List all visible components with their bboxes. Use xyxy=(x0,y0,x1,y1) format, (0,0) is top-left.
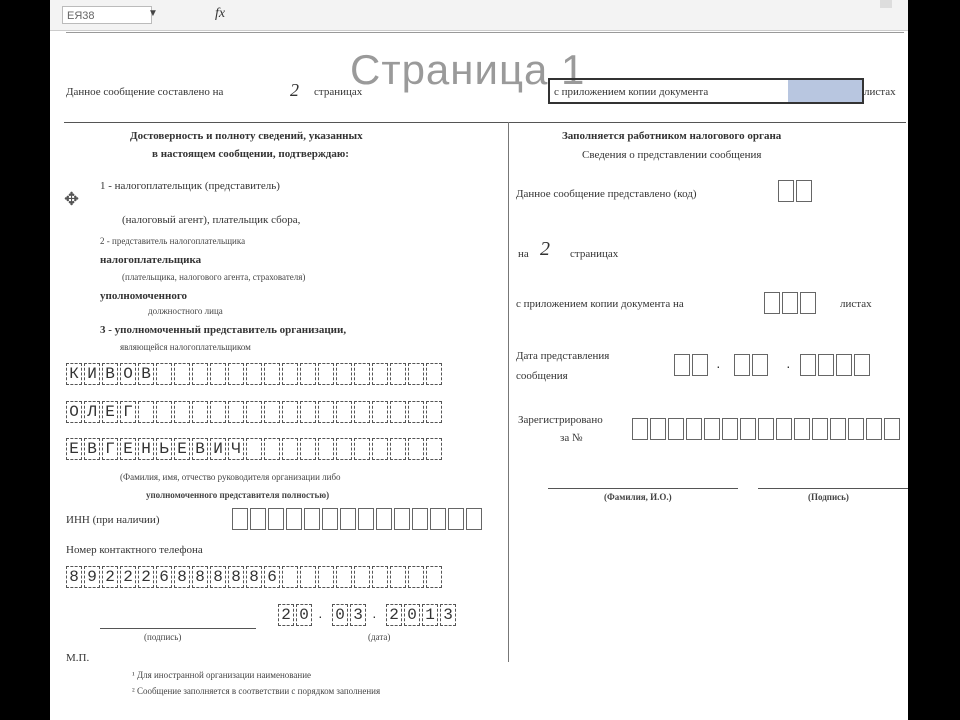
formula-bar xyxy=(50,0,908,31)
char-cell[interactable] xyxy=(800,292,816,314)
char-cell[interactable] xyxy=(632,418,648,440)
date-separator: · xyxy=(786,358,791,374)
submission-day-field[interactable] xyxy=(674,354,710,376)
char-cell[interactable] xyxy=(318,401,334,423)
char-cell[interactable] xyxy=(722,418,738,440)
char-cell[interactable] xyxy=(704,418,720,440)
char-cell[interactable] xyxy=(800,354,816,376)
char-cell[interactable]: 8 xyxy=(210,566,226,588)
option-3: 3 - уполномоченный представитель организации, xyxy=(100,324,347,336)
char-cell[interactable] xyxy=(210,363,226,385)
char-cell[interactable] xyxy=(448,508,464,530)
char-cell[interactable] xyxy=(376,508,392,530)
char-cell[interactable] xyxy=(390,438,406,460)
phone-field[interactable] xyxy=(66,566,444,588)
char-cell[interactable] xyxy=(674,354,690,376)
signature-caption: (подпись) xyxy=(144,632,182,642)
char-cell[interactable]: 2 xyxy=(120,566,136,588)
char-cell[interactable]: К xyxy=(66,363,82,385)
phone-label: Номер контактного телефона xyxy=(66,544,203,556)
char-cell[interactable] xyxy=(752,354,768,376)
char-cell[interactable]: О xyxy=(66,401,82,423)
right-fio-caption: (Фамилия, И.О.) xyxy=(604,492,672,502)
page-watermark: Страница 1 xyxy=(350,46,586,93)
char-cell[interactable] xyxy=(426,401,442,423)
right-title-1: Заполняется работником налогового органа xyxy=(562,130,782,142)
header-pages-suffix: страницах xyxy=(314,86,363,98)
char-cell[interactable]: 8 xyxy=(192,566,208,588)
char-cell[interactable]: Е xyxy=(120,438,136,460)
column-divider xyxy=(508,122,509,662)
char-cell[interactable]: 1 xyxy=(422,604,438,626)
char-cell[interactable] xyxy=(156,363,172,385)
char-cell[interactable] xyxy=(776,418,792,440)
char-cell[interactable]: 3 xyxy=(350,604,366,626)
form-sheet xyxy=(50,0,908,720)
char-cell[interactable] xyxy=(358,508,374,530)
patronymic-field[interactable] xyxy=(66,438,444,460)
char-cell[interactable] xyxy=(758,418,774,440)
char-cell[interactable] xyxy=(650,418,666,440)
char-cell[interactable] xyxy=(340,508,356,530)
mp-label: М.П. xyxy=(66,652,90,664)
char-cell[interactable]: В xyxy=(102,363,118,385)
char-cell[interactable] xyxy=(156,401,172,423)
move-cursor-icon: ✥ xyxy=(64,189,80,209)
char-cell[interactable] xyxy=(818,354,834,376)
char-cell[interactable]: Ь xyxy=(156,438,172,460)
char-cell[interactable]: В xyxy=(138,363,154,385)
char-cell[interactable] xyxy=(192,401,208,423)
header-attachments-prefix: с приложением копии документа xyxy=(554,86,709,98)
registration-number-field[interactable] xyxy=(632,418,902,440)
char-cell[interactable] xyxy=(264,401,280,423)
char-cell[interactable]: 2 xyxy=(102,566,118,588)
right-date-label-2: сообщения xyxy=(516,370,568,382)
char-cell[interactable] xyxy=(866,418,882,440)
char-cell[interactable]: 2 xyxy=(278,604,294,626)
char-cell[interactable] xyxy=(300,566,316,588)
char-cell[interactable] xyxy=(426,566,442,588)
char-cell[interactable] xyxy=(228,363,244,385)
right-reg-label-2: за № xyxy=(560,432,583,444)
char-cell[interactable] xyxy=(174,363,190,385)
char-cell[interactable] xyxy=(372,401,388,423)
footnote-2: ² Сообщение заполняется в соответствии с порядком заполнения xyxy=(132,686,381,696)
char-cell[interactable] xyxy=(764,292,780,314)
char-cell[interactable] xyxy=(268,508,284,530)
right-att-suffix: листах xyxy=(840,298,872,310)
fio-caption-2: уполномоченного представителя полностью) xyxy=(146,490,330,500)
char-cell[interactable] xyxy=(836,354,852,376)
char-cell[interactable] xyxy=(408,438,424,460)
char-cell[interactable]: Ч xyxy=(228,438,244,460)
scroll-handle[interactable] xyxy=(880,0,892,8)
char-cell[interactable] xyxy=(336,438,352,460)
char-cell[interactable] xyxy=(300,438,316,460)
char-cell[interactable]: Л xyxy=(84,401,100,423)
fio-caption-1: (Фамилия, имя, отчество руководителя организации либо xyxy=(120,472,341,482)
char-cell[interactable] xyxy=(318,566,334,588)
char-cell[interactable]: 6 xyxy=(264,566,280,588)
char-cell[interactable]: 6 xyxy=(156,566,172,588)
char-cell[interactable] xyxy=(354,438,370,460)
char-cell[interactable] xyxy=(354,566,370,588)
char-cell[interactable] xyxy=(282,438,298,460)
fio-line xyxy=(548,488,738,489)
char-cell[interactable]: О xyxy=(120,363,136,385)
char-cell[interactable]: В xyxy=(84,438,100,460)
char-cell[interactable]: 8 xyxy=(246,566,262,588)
char-cell[interactable] xyxy=(232,508,248,530)
char-cell[interactable] xyxy=(318,363,334,385)
char-cell[interactable]: 9 xyxy=(84,566,100,588)
char-cell[interactable] xyxy=(336,566,352,588)
char-cell[interactable]: Е xyxy=(174,438,190,460)
name-field[interactable] xyxy=(66,401,444,423)
char-cell[interactable]: 0 xyxy=(332,604,348,626)
char-cell[interactable] xyxy=(854,354,870,376)
attachment-sheets-field[interactable] xyxy=(764,292,818,314)
submission-year-field[interactable] xyxy=(800,354,872,376)
header-pages-prefix: Данное сообщение составлено на xyxy=(66,86,224,98)
char-cell[interactable] xyxy=(740,418,756,440)
char-cell[interactable] xyxy=(848,418,864,440)
char-cell[interactable] xyxy=(372,363,388,385)
date-year-field[interactable] xyxy=(386,604,458,626)
char-cell[interactable] xyxy=(336,401,352,423)
char-cell[interactable] xyxy=(390,566,406,588)
char-cell[interactable]: Е xyxy=(102,401,118,423)
char-cell[interactable]: 2 xyxy=(386,604,402,626)
char-cell[interactable] xyxy=(812,418,828,440)
char-cell[interactable] xyxy=(286,508,302,530)
signature-line xyxy=(100,628,256,629)
char-cell[interactable] xyxy=(412,508,428,530)
char-cell[interactable] xyxy=(282,401,298,423)
char-cell[interactable] xyxy=(318,438,334,460)
code-label: Данное сообщение представлено (код) xyxy=(516,188,697,200)
char-cell[interactable]: 2 xyxy=(138,566,154,588)
date-day-field[interactable] xyxy=(278,604,314,626)
char-cell[interactable] xyxy=(228,401,244,423)
header-pages-value: 2 xyxy=(290,80,299,100)
char-cell[interactable] xyxy=(282,363,298,385)
char-cell[interactable] xyxy=(138,401,154,423)
date-separator: · xyxy=(318,608,323,624)
option-2d: уполномоченного xyxy=(100,290,188,302)
date-caption: (дата) xyxy=(368,632,391,642)
char-cell[interactable]: Е xyxy=(66,438,82,460)
right-title-2: Сведения о представлении сообщения xyxy=(582,149,762,161)
char-cell[interactable]: 8 xyxy=(174,566,190,588)
char-cell[interactable]: 0 xyxy=(296,604,312,626)
char-cell[interactable] xyxy=(300,401,316,423)
char-cell[interactable] xyxy=(372,438,388,460)
char-cell[interactable] xyxy=(794,418,810,440)
char-cell[interactable] xyxy=(354,363,370,385)
char-cell[interactable] xyxy=(282,566,298,588)
char-cell[interactable] xyxy=(408,363,424,385)
char-cell[interactable] xyxy=(390,363,406,385)
date-separator: · xyxy=(372,608,377,624)
char-cell[interactable] xyxy=(426,438,442,460)
left-title-2: в настоящем сообщении, подтверждаю: xyxy=(152,148,349,160)
char-cell[interactable] xyxy=(210,401,226,423)
option-1b: (налоговый агент), плательщик сбора, xyxy=(122,214,301,226)
char-cell[interactable] xyxy=(430,508,446,530)
char-cell[interactable] xyxy=(174,401,190,423)
char-cell[interactable] xyxy=(830,418,846,440)
char-cell[interactable] xyxy=(686,418,702,440)
submission-month-field[interactable] xyxy=(734,354,770,376)
char-cell[interactable] xyxy=(408,401,424,423)
option-3b: являющейся налогоплательщиком xyxy=(120,342,251,352)
inn-field[interactable] xyxy=(232,508,484,530)
char-cell[interactable] xyxy=(734,354,750,376)
surname-field[interactable] xyxy=(66,363,444,385)
right-sign-caption: (Подпись) xyxy=(808,492,849,502)
option-2b: налогоплательщика xyxy=(100,254,202,266)
right-pages-value: 2 xyxy=(540,238,550,260)
right-pages-prefix: на xyxy=(518,248,529,260)
header-attachments-suffix: листах xyxy=(864,86,896,98)
right-reg-label-1: Зарегистрировано xyxy=(518,414,603,426)
option-2: 2 - представитель налогоплательщика xyxy=(100,236,246,246)
char-cell[interactable] xyxy=(264,363,280,385)
date-month-field[interactable] xyxy=(332,604,368,626)
char-cell[interactable] xyxy=(304,508,320,530)
char-cell[interactable] xyxy=(778,180,794,202)
footnote-1: ¹ Для иностранной организации наименование xyxy=(132,670,312,680)
form-header-strip xyxy=(66,32,904,47)
char-cell[interactable] xyxy=(466,508,482,530)
char-cell[interactable] xyxy=(692,354,708,376)
char-cell[interactable]: 0 xyxy=(404,604,420,626)
char-cell[interactable]: Г xyxy=(120,401,136,423)
char-cell[interactable] xyxy=(782,292,798,314)
char-cell[interactable] xyxy=(668,418,684,440)
char-cell[interactable] xyxy=(884,418,900,440)
right-pages-suffix: страницах xyxy=(570,248,619,260)
char-cell[interactable]: 8 xyxy=(228,566,244,588)
char-cell[interactable]: 3 xyxy=(440,604,456,626)
option-1: 1 - налогоплательщик (представитель) xyxy=(100,180,280,192)
char-cell[interactable] xyxy=(246,363,262,385)
char-cell[interactable] xyxy=(246,438,262,460)
char-cell[interactable]: Г xyxy=(102,438,118,460)
left-title-1: Достоверность и полноту сведений, указанных xyxy=(130,130,363,142)
fx-icon[interactable]: fx xyxy=(215,6,226,21)
date-separator: · xyxy=(716,358,721,374)
char-cell[interactable]: 8 xyxy=(66,566,82,588)
section-divider xyxy=(64,122,906,123)
char-cell[interactable] xyxy=(246,401,262,423)
char-cell[interactable] xyxy=(426,363,442,385)
char-cell[interactable] xyxy=(390,401,406,423)
option-2c: (плательщика, налогового агента, страхователя) xyxy=(122,272,306,282)
sign-line xyxy=(758,488,908,489)
cell-reference-box[interactable]: ЕЯ38 xyxy=(62,6,152,24)
char-cell[interactable] xyxy=(250,508,266,530)
char-cell[interactable] xyxy=(322,508,338,530)
right-date-label-1: Дата представления xyxy=(516,350,610,362)
code-field[interactable] xyxy=(778,180,814,202)
char-cell[interactable] xyxy=(394,508,410,530)
chevron-down-icon[interactable]: ▼ xyxy=(148,8,158,19)
char-cell[interactable] xyxy=(336,363,352,385)
char-cell[interactable] xyxy=(300,363,316,385)
char-cell[interactable] xyxy=(796,180,812,202)
inn-label: ИНН (при наличии) xyxy=(66,514,160,526)
char-cell[interactable] xyxy=(264,438,280,460)
char-cell[interactable] xyxy=(192,363,208,385)
option-2e: должностного лица xyxy=(148,306,223,316)
char-cell[interactable]: И xyxy=(84,363,100,385)
char-cell[interactable]: В xyxy=(192,438,208,460)
char-cell[interactable] xyxy=(372,566,388,588)
char-cell[interactable] xyxy=(354,401,370,423)
char-cell[interactable] xyxy=(408,566,424,588)
char-cell[interactable]: Н xyxy=(138,438,154,460)
right-att-prefix: с приложением копии документа на xyxy=(516,298,684,310)
char-cell[interactable]: И xyxy=(210,438,226,460)
